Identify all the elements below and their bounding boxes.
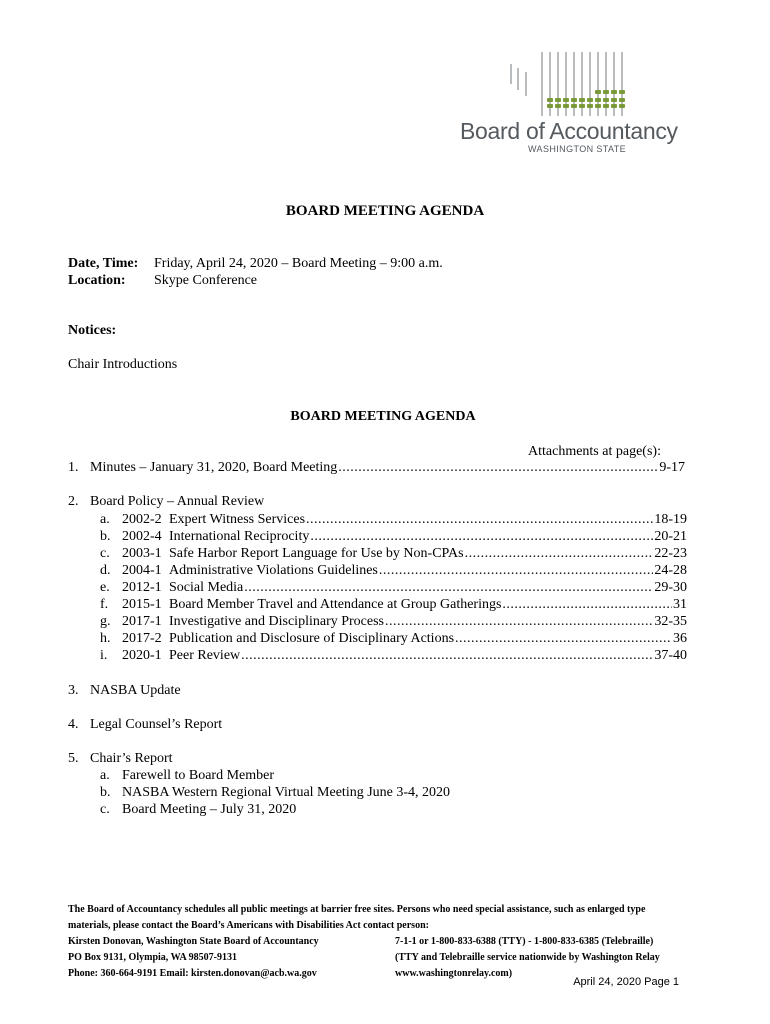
item-text: Legal Counsel’s Report xyxy=(90,717,223,732)
logo-bead xyxy=(563,104,569,108)
leader-dots xyxy=(244,580,653,596)
item-pages: 20-21 xyxy=(654,529,687,544)
chair-introductions: Chair Introductions xyxy=(68,357,178,372)
leader-dots xyxy=(455,631,672,647)
logo-bead xyxy=(611,98,617,102)
footer-contact-name: Kirsten Donovan, Washington State Board of Accountancy xyxy=(68,936,319,947)
item-number: 3. xyxy=(68,683,79,698)
item-text: Expert Witness Services xyxy=(169,512,306,527)
logo-bead xyxy=(571,98,577,102)
page-number: April 24, 2020 Page 1 xyxy=(573,976,679,988)
agenda-item-4 xyxy=(68,717,222,733)
item-letter: c. xyxy=(100,546,110,561)
meta-location xyxy=(68,273,257,289)
policy-code: 2004-1 xyxy=(122,563,162,578)
logo-bead xyxy=(603,98,609,102)
agenda-item-5b xyxy=(100,785,450,801)
meta-label: Date, Time: xyxy=(68,256,139,271)
item-letter: f. xyxy=(100,597,109,612)
item-text: NASBA Western Regional Virtual Meeting June 3-4, 2020 xyxy=(122,785,451,800)
leader-dots xyxy=(310,529,653,545)
logo-bead xyxy=(595,98,601,102)
policy-code: 2012-1 xyxy=(122,580,162,595)
agenda-item-2f xyxy=(100,597,687,613)
logo-bead xyxy=(547,104,553,108)
policy-code: 2003-1 xyxy=(122,546,162,561)
footer-accessibility-contact: materials, please contact the Board’s Americans with Disabilities Act contact person: xyxy=(68,920,429,931)
footer-contact-address: PO Box 9131, Olympia, WA 98507-9131 xyxy=(68,952,237,963)
footer-relay-service: (TTY and Telebraille service nationwide by Washington Relay xyxy=(395,952,660,963)
logo-bead xyxy=(547,98,553,102)
logo-bead xyxy=(587,104,593,108)
logo-bead xyxy=(555,104,561,108)
leader-dots xyxy=(306,512,653,528)
agenda-item-2h xyxy=(100,631,687,647)
item-text: Peer Review xyxy=(169,648,241,663)
logo-bead xyxy=(619,104,625,108)
policy-code: 2015-1 xyxy=(122,597,162,612)
policy-code: 2002-2 xyxy=(122,512,162,527)
item-text: Administrative Violations Guidelines xyxy=(169,563,378,578)
item-text: Investigative and Disciplinary Process xyxy=(169,614,385,629)
logo-bead xyxy=(611,90,617,94)
item-pages: 36 xyxy=(673,631,687,646)
agenda-item-2a xyxy=(100,512,687,528)
agenda-item-2g xyxy=(100,614,687,630)
policy-code: 2002-4 xyxy=(122,529,162,544)
logo-bead xyxy=(603,104,609,108)
item-letter: b. xyxy=(100,529,111,544)
item-text: Safe Harbor Report Language for Use by Non-CPAs xyxy=(169,546,464,561)
logo-bead xyxy=(579,98,585,102)
logo-bead xyxy=(611,104,617,108)
leader-dots xyxy=(465,546,654,562)
agenda-item-5a xyxy=(100,768,274,784)
logo-bead xyxy=(555,98,561,102)
item-pages: 18-19 xyxy=(654,512,687,527)
meta-label: Location: xyxy=(68,273,126,288)
leader-dots xyxy=(338,460,658,476)
item-letter: e. xyxy=(100,580,110,595)
leader-dots xyxy=(379,563,653,579)
item-number: 1. xyxy=(68,460,79,475)
item-pages: 9-17 xyxy=(659,460,685,475)
policy-code: 2020-1 xyxy=(122,648,162,663)
item-pages: 24-28 xyxy=(654,563,687,578)
item-text: Minutes – January 31, 2020, Board Meeting xyxy=(90,460,338,475)
agenda-item-2 xyxy=(68,494,264,510)
agenda-item-2e xyxy=(100,580,687,596)
logo-subtitle: WASHINGTON STATE xyxy=(528,144,627,154)
item-text: Social Media xyxy=(169,580,244,595)
item-letter: a. xyxy=(100,512,110,527)
meta-date-time xyxy=(68,256,443,272)
attachments-label: Attachments at page(s): xyxy=(528,444,661,459)
logo-bead xyxy=(595,90,601,94)
meta-value: Skype Conference xyxy=(154,273,258,288)
item-pages: 29-30 xyxy=(654,580,687,595)
item-text: Publication and Disclosure of Disciplinary Actions xyxy=(169,631,455,646)
logo-bead xyxy=(563,98,569,102)
agenda-item-2b xyxy=(100,529,687,545)
item-pages: 32-35 xyxy=(654,614,687,629)
item-letter: h. xyxy=(100,631,111,646)
logo-bead xyxy=(603,90,609,94)
item-letter: c. xyxy=(100,802,110,817)
item-letter: i. xyxy=(100,648,108,663)
leader-dots xyxy=(385,614,653,630)
leader-dots xyxy=(241,648,653,664)
agenda-item-5 xyxy=(68,751,173,767)
agenda-item-2d xyxy=(100,563,687,579)
meta-value: Friday, April 24, 2020 – Board Meeting – 9:00 a.m. xyxy=(154,256,443,271)
item-number: 5. xyxy=(68,751,79,766)
footer-accessibility-notice: The Board of Accountancy schedules all public meetings at barrier free sites. Persons who need special assistance, such as enlarged type xyxy=(68,904,646,915)
item-text: Farewell to Board Member xyxy=(122,768,275,783)
item-pages: 31 xyxy=(673,597,687,612)
agenda-item-5c xyxy=(100,802,296,818)
item-letter: g. xyxy=(100,614,111,629)
agenda-heading: BOARD MEETING AGENDA xyxy=(290,409,476,424)
footer-tty-numbers: 7-1-1 or 1-800-833-6388 (TTY) - 1-800-833-6385 (Telebraille) xyxy=(395,936,654,947)
footer-relay-url: www.washingtonrelay.com) xyxy=(395,968,513,979)
item-text: International Reciprocity xyxy=(169,529,310,544)
item-pages: 22-23 xyxy=(654,546,687,561)
item-letter: b. xyxy=(100,785,111,800)
item-text: Board Member Travel and Attendance at Group Gatherings xyxy=(169,597,502,612)
logo-bead xyxy=(619,98,625,102)
item-text: NASBA Update xyxy=(90,683,181,698)
logo-wordmark: Board of Accountancy xyxy=(460,118,678,144)
item-pages: 37-40 xyxy=(654,648,687,663)
footer-contact-phone-email: Phone: 360-664-9191 Email: kirsten.donovan@acb.wa.gov xyxy=(68,968,317,979)
agenda-item-3 xyxy=(68,683,181,699)
logo-bead xyxy=(579,104,585,108)
policy-code: 2017-2 xyxy=(122,631,162,646)
item-number: 4. xyxy=(68,717,79,732)
page-title: BOARD MEETING AGENDA xyxy=(285,203,485,219)
leader-dots xyxy=(502,597,672,613)
agenda-item-2c xyxy=(100,546,687,562)
logo-bead xyxy=(619,90,625,94)
item-letter: d. xyxy=(100,563,111,578)
logo-bead xyxy=(595,104,601,108)
item-text: Chair’s Report xyxy=(90,751,173,766)
notices-heading: Notices: xyxy=(68,323,117,338)
item-text: Board Policy – Annual Review xyxy=(90,494,265,509)
agenda-item-1 xyxy=(68,460,685,476)
agenda-item-2i xyxy=(100,648,687,664)
item-letter: a. xyxy=(100,768,110,783)
item-text: Board Meeting – July 31, 2020 xyxy=(122,802,297,817)
item-number: 2. xyxy=(68,494,79,509)
logo-bead xyxy=(587,98,593,102)
logo-bead xyxy=(571,104,577,108)
policy-code: 2017-1 xyxy=(122,614,162,629)
